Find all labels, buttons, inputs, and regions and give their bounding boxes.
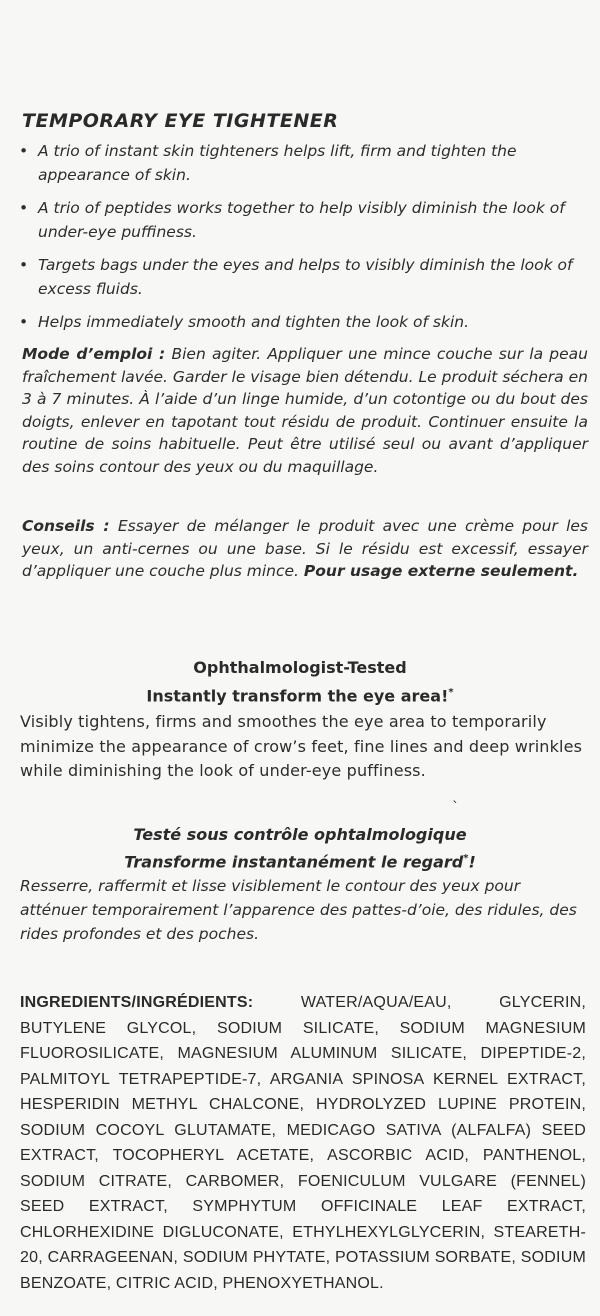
ingredients-label: INGREDIENTS/INGRÉDIENTS: [20, 994, 254, 1011]
bullet-icon: • [19, 313, 29, 331]
bullet-icon: • [19, 199, 29, 217]
claim-en-line1: Ophthalmologist-Tested [193, 658, 407, 677]
claim-fr-line2: Transforme instantanément le regard*! [124, 852, 476, 872]
mode-emploi-paragraph [22, 343, 588, 478]
claim-en-line2: Instantly transform the eye area!* [146, 686, 454, 706]
conseils-text: Essayer de mélanger le produit avec une crème pour les yeux, un anti-cernes ou une base. Si le résidu est excessif, essayer d’appliquer une couche plus mince. [22, 517, 588, 580]
benefit-list [18, 139, 588, 343]
footnote-mark: * [463, 853, 469, 864]
product-title: TEMPORARY EYE TIGHTENER [22, 110, 339, 132]
benefit-item: • A trio of peptides works together to help visibly diminish the look of under-eye puffiness. [18, 196, 588, 244]
benefit-item: • A trio of instant skin tighteners helps lift, firm and tighten the appearance of skin. [18, 139, 588, 187]
conseils-paragraph [22, 515, 588, 583]
external-use-notice: Pour usage externe seulement. [303, 562, 579, 580]
benefit-item: • Helps immediately smooth and tighten the look of skin. [18, 310, 588, 334]
claim-en-body: Visibly tightens, firms and smoothes the eye area to temporarily minimize the appearance of crow’s feet, fine lines and deep wrinkles while diminishing the look of under-eye puffiness. [20, 712, 583, 780]
ingredients-text: WATER/AQUA/EAU, GLYCERIN, BUTYLENE GLYCOL, SODIUM SILICATE, SODIUM MAGNESIUM FLUOROSILICATE, MAGNESIUM ALUMINUM SILICATE, DIPEPTIDE-2, PALMITOYL TETRAPEPTIDE-7, ARGANIA SPINOSA KERNEL EXTRACT, HESPERIDIN METHYL CHALCONE, HYDROLYZED LUPINE PROTEIN, SODIUM COCOYL GLUTAMATE, MEDICAGO SATIVA (ALFALFA) SEED EXTRACT, TOCOPHERYL ACETATE, ASCORBIC ACID, PANTHENOL, SODIUM CITRATE, CARBOMER, FOENICULUM VULGARE (FENNEL) SEED EXTRACT, SYMPHYTUM OFFICINALE LEAF EXTRACT, CHLORHEXIDINE DIGLUCONATE, ETHYLHEXYLGLYCERIN, STEARETH-20, CARRAGEENAN, SODIUM PHYTATE, POTASSIUM SORBATE, SODIUM BENZOATE, CITRIC ACID, PHENOXYETHANOL. [20, 994, 586, 1292]
footnote-mark: * [448, 687, 454, 698]
mode-emploi-text: Bien agiter. Appliquer une mince couche sur la peau fraîchement lavée. Garder le visage bien détendu. Le produit séchera en 3 à 7 minutes. À l’aide d’un linge humide, d’un cotontige ou du bout des doigts, enlever en tapotant tout résidu de produit. Continuer ensuite la routine de soins habituelle. Peut être utilisé seul ou avant d’appliquer des soins contour des yeux ou du maquillage. [22, 345, 588, 476]
claim-fr-body: Resserre, raffermit et lisse visiblement le contour des yeux pour atténuer temporairement l’apparence des pattes-d’oie, des ridules, des rides profondes et des poches. [20, 877, 577, 943]
benefit-item: • Targets bags under the eyes and helps to visibly diminish the look of excess fluids. [18, 253, 588, 301]
stray-mark: ˋ [452, 800, 459, 816]
claim-fr-line1: Testé sous contrôle ophtalmologique [133, 825, 467, 844]
conseils-label: Conseils : [22, 517, 110, 535]
bullet-icon: • [19, 256, 29, 274]
mode-emploi-label: Mode d’emploi : [22, 345, 166, 363]
bullet-icon: • [19, 142, 29, 160]
ingredients-list [20, 990, 586, 1296]
